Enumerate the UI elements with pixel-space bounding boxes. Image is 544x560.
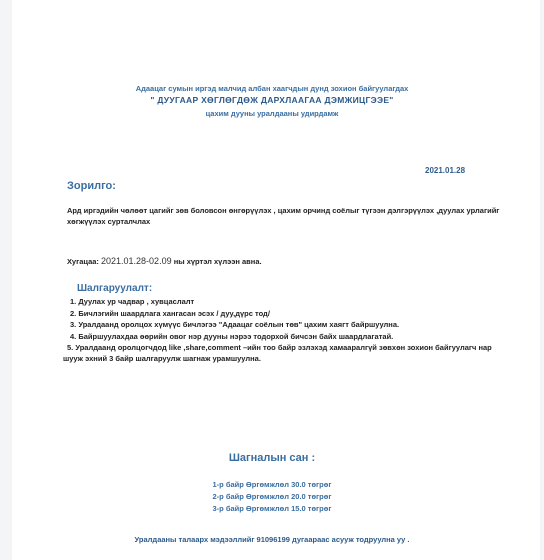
prize-item: 2-р байр Өргөмжлөл 20.0 төгрөг (212, 492, 332, 501)
goal-label: Зорилго: (67, 180, 116, 192)
prize-item: 1-р байр Өргөмжлөл 30.0 төгрөг (212, 480, 332, 489)
header-line-1: Адаацаг сумын иргэд малчид албан хаагчдын дунд зохион байгуулагдах (135, 84, 409, 93)
rule-item: 5. Уралдаанд оролцогчдод like ,share,comment –ийн тоо байр эзлэхэд хамааралгүй зөвхөн зохион байгуулагч нар шууж эхний 3 байр шалгаруулж шагнаж урамшуулна. (63, 343, 492, 363)
contact-footer: Уралдааны талаарх мэдээллийг 91096199 дугаараас асууж тодруулна уу . (134, 535, 410, 544)
duration-label: Хугацаа: (67, 257, 99, 266)
rule-item: 2. Бичлэгийн шаардлага хангасан эсэх / дуу,дүрс тод/ (70, 308, 270, 318)
goal-text: Ард иргэдийн чөлөөт цагийг зөв боловсон өнгөрүүлэх , цахим орчинд соёлыг түгээн дэлгэрүүлэх ,дуулах урлагийг хөгжүүлэх сурталчлах (67, 206, 500, 226)
rules-list (63, 297, 500, 365)
document-date: 2021.01.28 (425, 166, 466, 175)
document-title: " ДУУГААР ХӨГЛӨГДӨЖ ДАРХЛААГАА ДЭМЖИЦГЭЭЕ" (150, 95, 394, 105)
duration-suffix: ны хүртэл хүлээн авна. (173, 257, 262, 266)
prize-item: 3-р байр Өргөмжлөл 15.0 төгрөг (212, 504, 332, 513)
rule-item: 4. Байршуулахдаа өөрийн овог нэр дууны нэрээ тодорхой бичсэн байх шаардлагатай. (70, 331, 394, 341)
prizes-list (0, 479, 544, 515)
duration (67, 256, 262, 266)
rule-item: 3. Уралдаанд оролцох хүмүүс бичлэгээ "Адаацаг соёлын төв" цахим хаягт байршуулна. (70, 320, 400, 329)
header-line-3: цахим дууны уралдааны удирдамж (205, 109, 339, 118)
prizes-label: Шагналын сан : (228, 452, 316, 464)
rules-label: Шалгаруулалт: (77, 283, 153, 294)
duration-dates: 2021.01.28-02.09 (101, 256, 172, 266)
rule-item: 1. Дуулах ур чадвар , хувцаслалт (70, 297, 195, 306)
